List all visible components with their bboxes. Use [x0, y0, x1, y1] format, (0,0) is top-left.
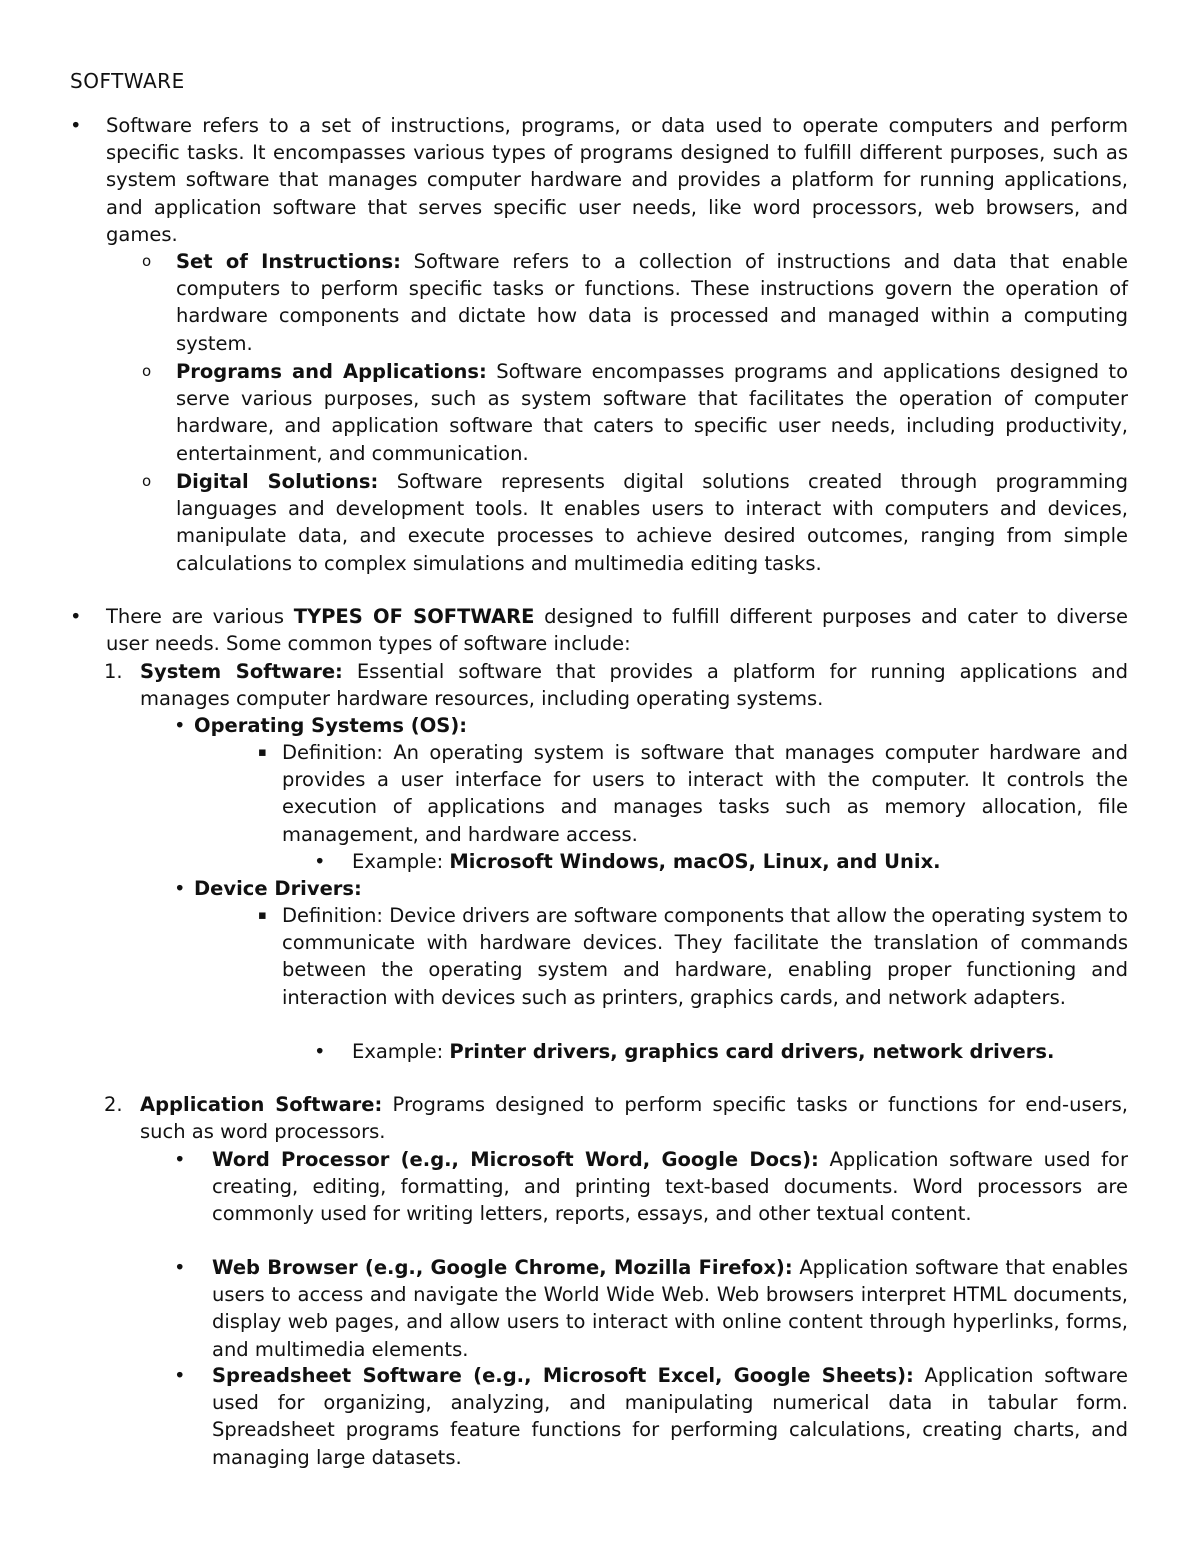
circle-bullet-marker: o [142, 252, 152, 270]
bullet-marker: • [70, 605, 82, 628]
term-description: Application software that enables users to access and navigate the World Wide Web. Web browsers interpret HTML documents, display web pages, and allow users to interact with online content through hyperlinks, forms, and multimedia elements. [212, 1256, 1128, 1361]
term-description: Software represents digital solutions created through programming languages and development tools. It enables users to interact with computers and devices, manipulate data, and execute processes to achieve desired outcomes, ranging from simple calculations to complex simulations and multimedia editing tasks. [176, 470, 1128, 575]
list-item-device-drivers [174, 875, 1128, 902]
term-label: System Software: [140, 660, 343, 683]
bullet-marker: • [70, 114, 82, 137]
list-item-os-example [314, 848, 1128, 875]
example-label: Example: [352, 850, 450, 873]
term-label: Operating Systems (OS): [194, 714, 468, 737]
page-title: SOFTWARE [70, 69, 185, 93]
list-item-set-of-instructions [140, 248, 1128, 357]
intro-text-end: designed to fulfill different purposes and cater to diverse user needs. Some common types of software include: [106, 605, 1129, 656]
list-item-drivers-definition [246, 902, 1128, 1011]
types-heading: TYPES OF SOFTWARE [293, 605, 535, 628]
term-label: Spreadsheet Software (e.g., Microsoft Excel, Google Sheets): [212, 1364, 914, 1387]
bullet-marker: • [314, 850, 326, 873]
square-bullet-marker: ▪ [258, 745, 267, 760]
intro-text: There are various [106, 605, 294, 628]
example-values: Printer drivers, graphics card drivers, network drivers. [449, 1040, 1055, 1063]
term-label: Programs and Applications: [176, 360, 487, 383]
term-label: Device Drivers: [194, 877, 362, 900]
list-item-operating-systems [174, 712, 1128, 739]
bullet-marker: • [174, 1148, 186, 1171]
bullet-marker: • [174, 1256, 186, 1279]
numbered-item-application-software [104, 1091, 1128, 1145]
circle-bullet-marker: o [142, 472, 152, 490]
list-item-drivers-example [314, 1038, 1128, 1065]
example-label: Example: [352, 1040, 450, 1063]
term-description: Essential software that provides a platform for running applications and manages computer hardware resources, including operating systems. [140, 660, 1129, 711]
term-label: Word Processor (e.g., Microsoft Word, Google Docs): [212, 1148, 819, 1171]
example-values: Microsoft Windows, macOS, Linux, and Unix. [449, 850, 941, 873]
paragraph-definition: Software refers to a set of instructions, programs, or data used to operate computers and perform specific tasks. It encompasses various types of programs designed to fulfill different purposes, such as system software that manages computer hardware and provides a platform for running applications, and application software that serves specific user needs, like word processors, web browsers, and games. [106, 114, 1128, 246]
bullet-marker: • [174, 714, 186, 737]
list-item-digital-solutions [140, 468, 1128, 577]
term-label: Digital Solutions: [176, 470, 379, 493]
list-item-os-definition [246, 739, 1128, 848]
list-item-word-processor [174, 1146, 1128, 1228]
bullet-marker: • [174, 1364, 186, 1387]
drivers-definition-text: Definition: Device drivers are software components that allow the operating system to communicate with hardware devices. They facilitate the translation of commands between the operating system and hardware, enabling proper functioning and interaction with devices such as printers, graphics cards, and network adapters. [282, 904, 1128, 1009]
circle-bullet-marker: o [142, 362, 152, 380]
list-item-programs-and-applications [140, 358, 1128, 467]
term-description: Application software used for creating, editing, formatting, and printing text-based documents. Word processors are commonly used for writing letters, reports, essays, and other textual content. [212, 1148, 1128, 1226]
list-item-types-intro [70, 603, 1128, 657]
term-label: Web Browser (e.g., Google Chrome, Mozilla Firefox): [212, 1256, 793, 1279]
term-description: Software encompasses programs and applications designed to serve various purposes, such as system software that facilitates the operation of computer hardware, and application software that caters to specific user needs, including productivity, entertainment, and communication. [176, 360, 1129, 465]
os-definition-text: Definition: An operating system is software that manages computer hardware and provides a user interface for users to interact with the computer. It controls the execution of applications and manages tasks such as memory allocation, file management, and hardware access. [282, 741, 1128, 846]
list-item-definition [70, 112, 1128, 248]
list-number: 2. [104, 1093, 123, 1116]
list-item-spreadsheet [174, 1362, 1128, 1471]
term-description: Application software used for organizing, analyzing, and manipulating numerical data in tabular form. Spreadsheet programs feature functions for performing calculations, creating charts, and managing large datasets. [212, 1364, 1128, 1469]
list-item-web-browser [174, 1254, 1128, 1363]
list-number: 1. [104, 660, 123, 683]
term-label: Application Software: [140, 1093, 383, 1116]
term-description: Software refers to a collection of instructions and data that enable computers to perform specific tasks or functions. These instructions govern the operation of hardware components and dictate how data is processed and managed within a computing system. [176, 250, 1128, 355]
bullet-marker: • [174, 877, 186, 900]
numbered-item-system-software [104, 658, 1128, 712]
term-label: Set of Instructions: [176, 250, 401, 273]
term-description: Programs designed to perform specific tasks or functions for end-users, such as word processors. [140, 1093, 1128, 1144]
bullet-marker: • [314, 1040, 326, 1063]
square-bullet-marker: ▪ [258, 908, 267, 923]
